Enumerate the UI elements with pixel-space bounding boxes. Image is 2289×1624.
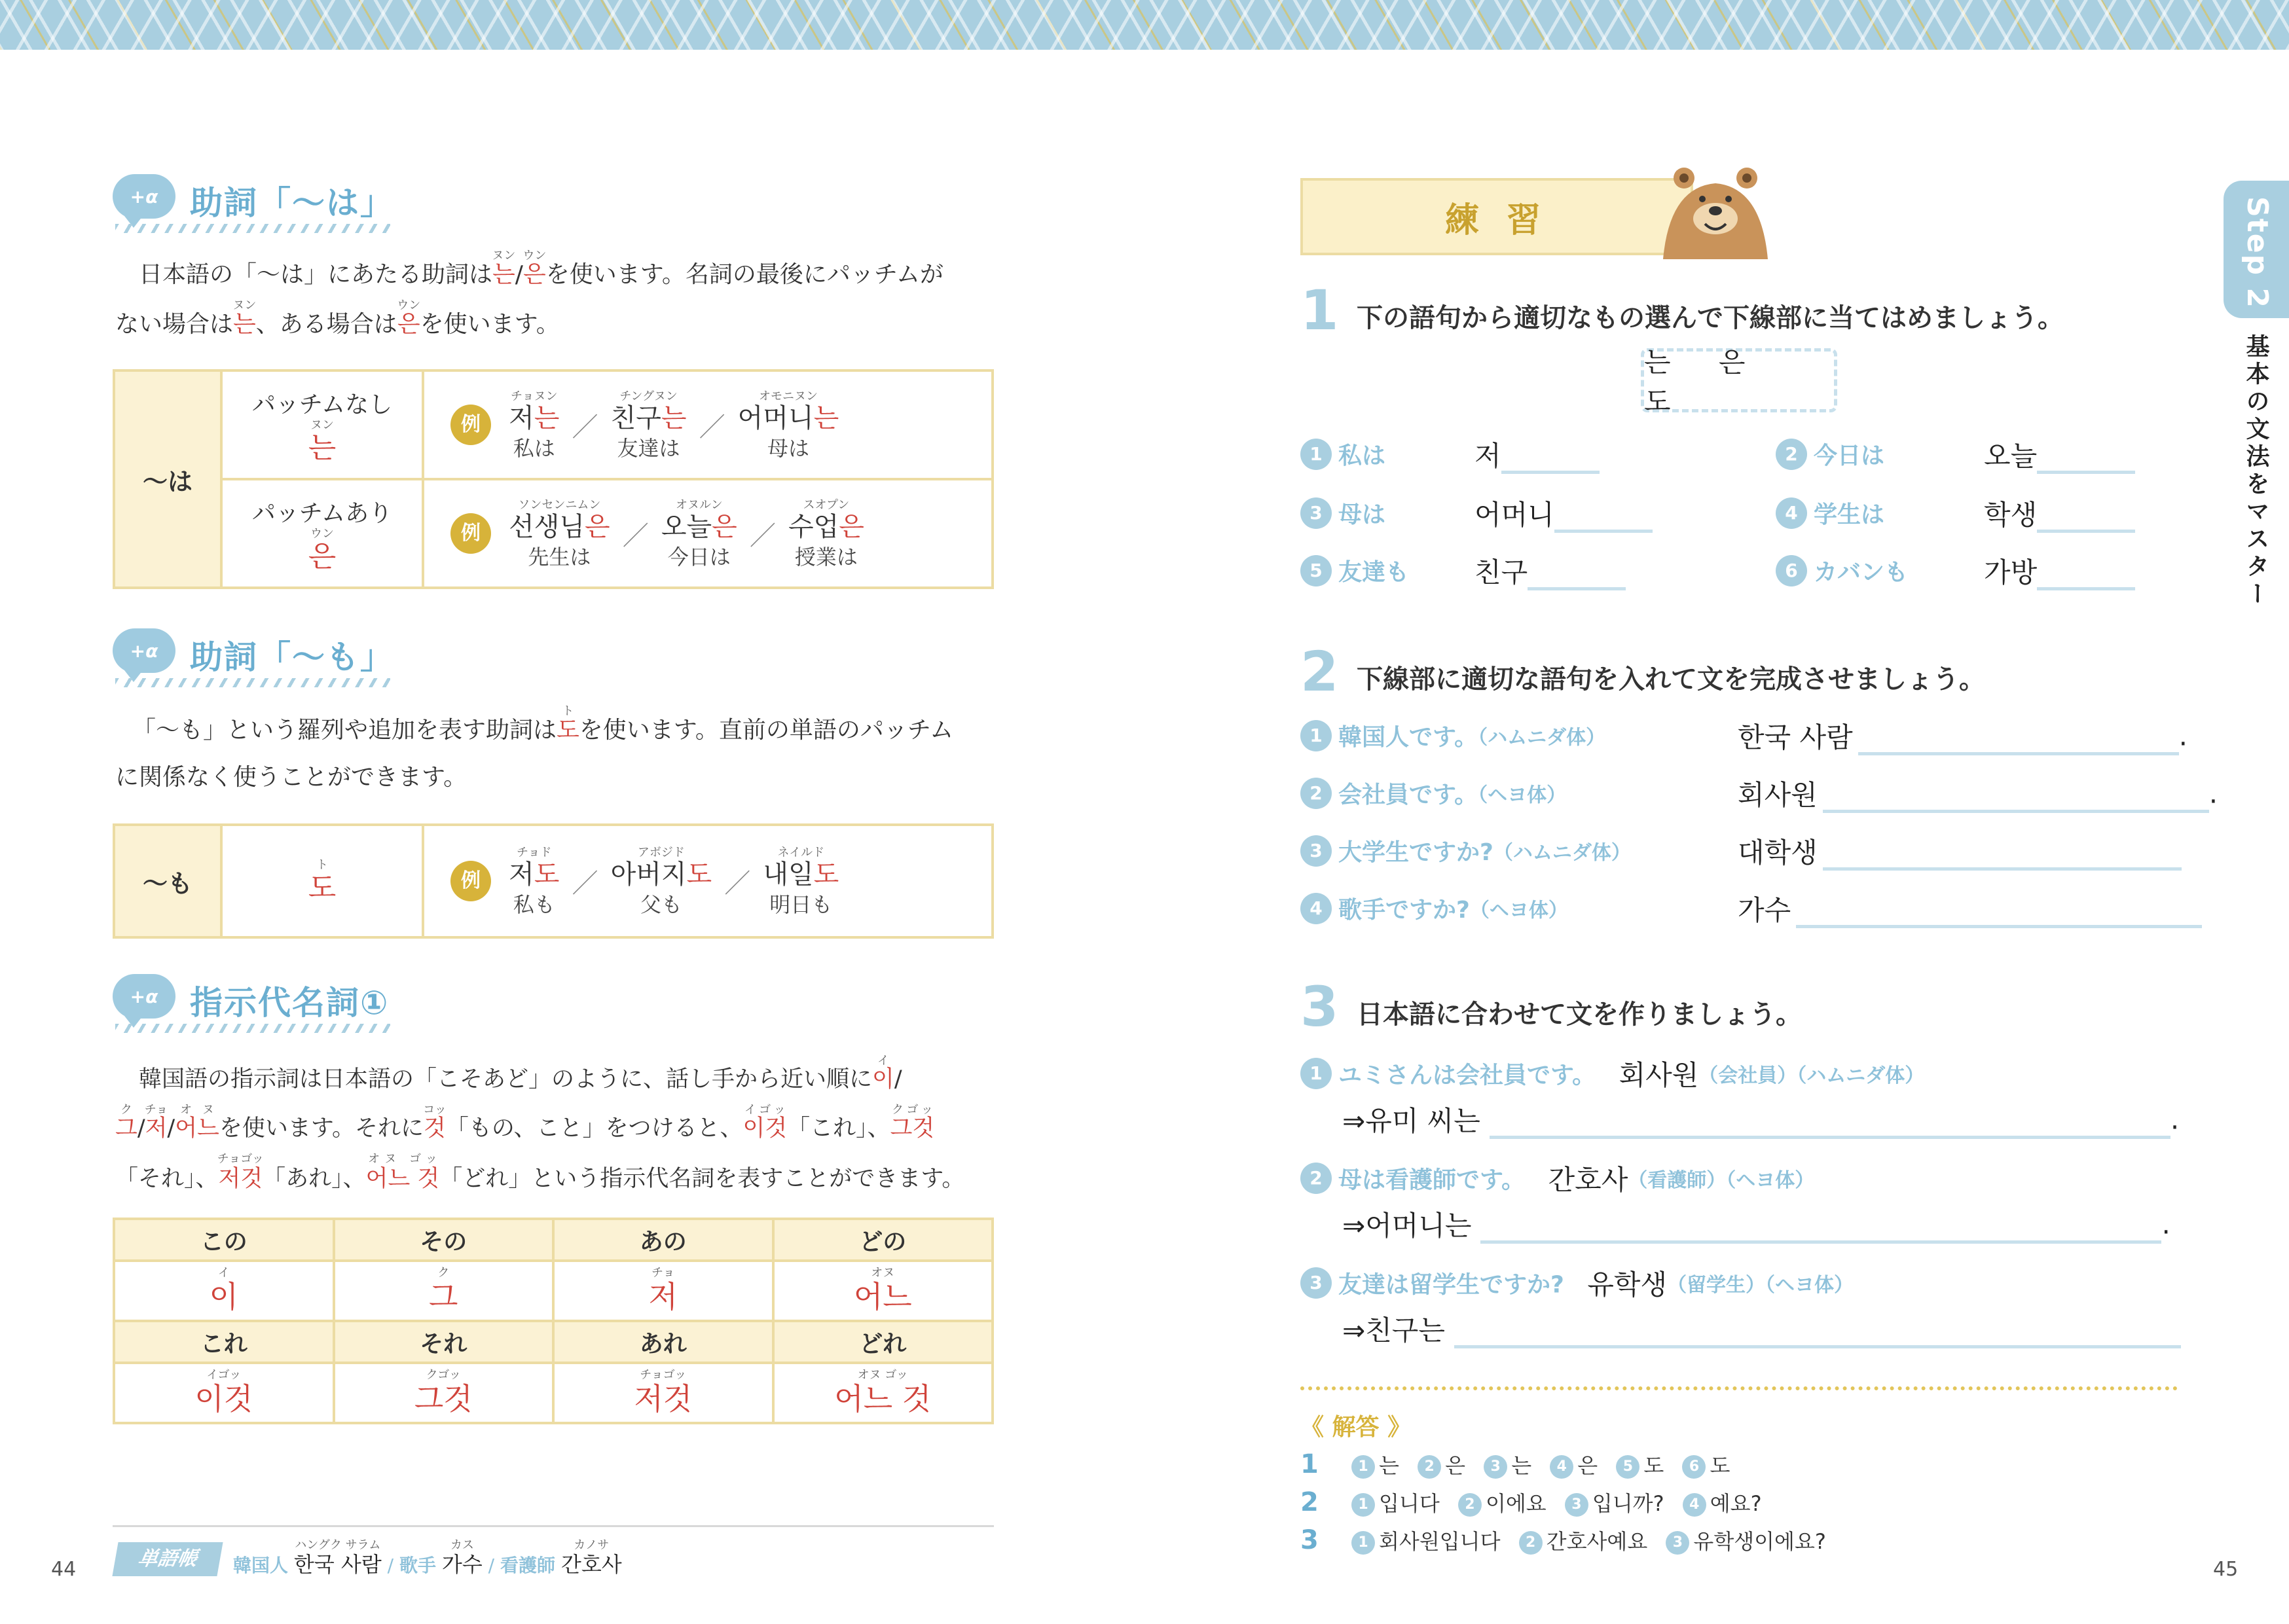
- q1-answer-6[interactable]: 가방: [1984, 551, 2135, 590]
- chapter-title: 基本の文法をマスター: [2243, 334, 2269, 609]
- section-title: 指示代名詞①: [190, 984, 390, 1022]
- patchim-exists-cell: パッチムあり ウン 은: [221, 479, 423, 588]
- word-choices: 는 은 도: [1641, 348, 1837, 412]
- answers-q3: 3 1 회사원입니다 2 간호사예요 3 유학생이에요?: [1300, 1525, 1826, 1555]
- section-title: 助詞「～は」: [190, 184, 394, 222]
- paragraph-mo: 「～も」という羅列や追加を表す助詞は도トを使います。直前の単語のパッチム に関係なく使うことができます。: [115, 704, 954, 791]
- q2-answer-4[interactable]: 가수: [1738, 889, 2202, 928]
- q2-item-3: 3 大学生ですか?（ハムニダ体）: [1300, 834, 1631, 867]
- q1-item-4: 4 学生は: [1776, 496, 1884, 530]
- practice-title: 練 習: [1300, 178, 1693, 255]
- do-cell: ト 도: [221, 825, 423, 937]
- page-number-right: 45: [2213, 1558, 2239, 1581]
- bear-icon: [1657, 161, 1774, 259]
- vocab-label: 単語帳: [112, 1542, 223, 1576]
- step-tab: Step 2: [2224, 181, 2289, 318]
- q2-item-2: 2 会社員です。（ヘヨ体）: [1300, 776, 1566, 810]
- q2-answer-2[interactable]: 회사원 .: [1738, 774, 2218, 813]
- q3-item-1: 1 ユミさんは会社員です。 회사원（会社員）（ハムニダ体）: [1300, 1054, 1924, 1093]
- q1-item-6: 6 カバンも: [1776, 554, 1908, 587]
- q1-answer-5[interactable]: 친구: [1474, 551, 1626, 590]
- answers-title: 《 解答 》: [1300, 1414, 1412, 1441]
- q1-answer-3[interactable]: 어머니: [1474, 494, 1653, 533]
- answers-divider: [1300, 1386, 2178, 1390]
- paragraph-wa: 日本語の「～は」にあたる助詞は는ヌン/은ウンを使います。名詞の最後にパッチムが ない場合は는ヌン、ある場合は은ウンを使います。: [115, 249, 944, 338]
- q1-answer-1[interactable]: 저: [1474, 435, 1600, 474]
- q1-item-2: 2 今日は: [1776, 437, 1884, 471]
- q3-answer-3[interactable]: ⇒친구는: [1342, 1309, 2181, 1348]
- q1-item-3: 3 母は: [1300, 496, 1385, 530]
- table-wa: [113, 369, 994, 589]
- table-head-mo: ～も: [114, 825, 221, 937]
- q2-answer-1[interactable]: 한국 사람 .: [1738, 716, 2188, 755]
- section-underline: [115, 224, 390, 233]
- rei-badge: 例: [450, 405, 491, 445]
- section-title: 助詞「～も」: [190, 638, 394, 676]
- top-pattern-banner: [0, 0, 2289, 50]
- q2-answer-3[interactable]: 대학생: [1738, 831, 2182, 871]
- section-underline: [115, 678, 390, 687]
- example-row-eun: 例 ソンセンニムン 선생님은 先生は ／ オヌルン 오늘은 今日は ／ スオプン 수업은 授業は: [423, 479, 993, 588]
- q2-item-4: 4 歌手ですか?（ヘヨ体）: [1300, 892, 1568, 925]
- answers-q2: 2 1 입니다 2 이에요 3 입니까? 4 예요?: [1300, 1487, 1762, 1517]
- q1-item-1: 1 私は: [1300, 437, 1385, 471]
- q3-answer-1[interactable]: ⇒유미 씨는 .: [1342, 1100, 2179, 1139]
- vocab-divider: [113, 1525, 994, 1527]
- answers-q1: 1 1 는 2 은 3 는 4 은 5 도 6 도: [1300, 1449, 1730, 1479]
- q1-answer-2[interactable]: 오늘: [1984, 435, 2135, 474]
- q3-item-2: 2 母は看護師です。 간호사（看護師）（ヘヨ体）: [1300, 1159, 1814, 1198]
- page-number-left: 44: [51, 1558, 77, 1581]
- q3-answer-2[interactable]: ⇒어머니는 .: [1342, 1204, 2170, 1244]
- table-head-wa: ～は: [114, 370, 221, 588]
- vocab-list: 韓国人 ハングク サラム 한국 사람 / 歌手 カス 가수 / 看護師 カノサ 간호사: [233, 1538, 622, 1577]
- plus-alpha-tag: +α: [113, 628, 175, 673]
- rei-badge: 例: [450, 513, 491, 554]
- plus-alpha-tag: +α: [113, 174, 175, 219]
- example-row-do: 例 チョド 저도 私も ／ アボジド 아버지도 父も ／ ネイルド 내일도 明日も: [423, 825, 993, 937]
- q3-item-3: 3 友達は留学生ですか? 유학생（留学生）（ヘヨ体）: [1300, 1263, 1854, 1303]
- example-row-nun: 例 チョヌン 저는 私は ／ チングヌン 친구는 友達は ／ オモニヌン 어머니는 母は: [423, 370, 993, 479]
- plus-alpha-tag: +α: [113, 974, 175, 1019]
- rei-badge: 例: [450, 861, 491, 901]
- paragraph-demonstratives: 韓国語の指示詞は日本語の「こそあど」のように、話し手から近い順に이イ/ 그ク/저チョ/어느オヌを使います。それに것コッ「もの、こと」をつけると、이것イゴッ「これ」、그것クゴッ 「それ」、저것チョゴッ「あれ」、어느 것オヌ ゴッ「どれ」という指示代名詞を表すことができます。: [115, 1054, 965, 1192]
- demonstratives-table: この その あの どの イ 이 ク 그 チョ 저 オヌ 어느 これ それ あれ どれ イゴッ 이것 クゴッ 그것 チョゴッ 저것 オヌ ゴッ 어느 것: [113, 1218, 994, 1424]
- q1-item-5: 5 友達も: [1300, 554, 1409, 587]
- section-underline: [115, 1024, 390, 1033]
- patchim-none-cell: パッチムなし ヌン 는: [221, 370, 423, 479]
- table-mo: [113, 823, 994, 939]
- q2-item-1: 1 韓国人です。（ハムニダ体）: [1300, 719, 1605, 752]
- q1-answer-4[interactable]: 학생: [1984, 494, 2135, 533]
